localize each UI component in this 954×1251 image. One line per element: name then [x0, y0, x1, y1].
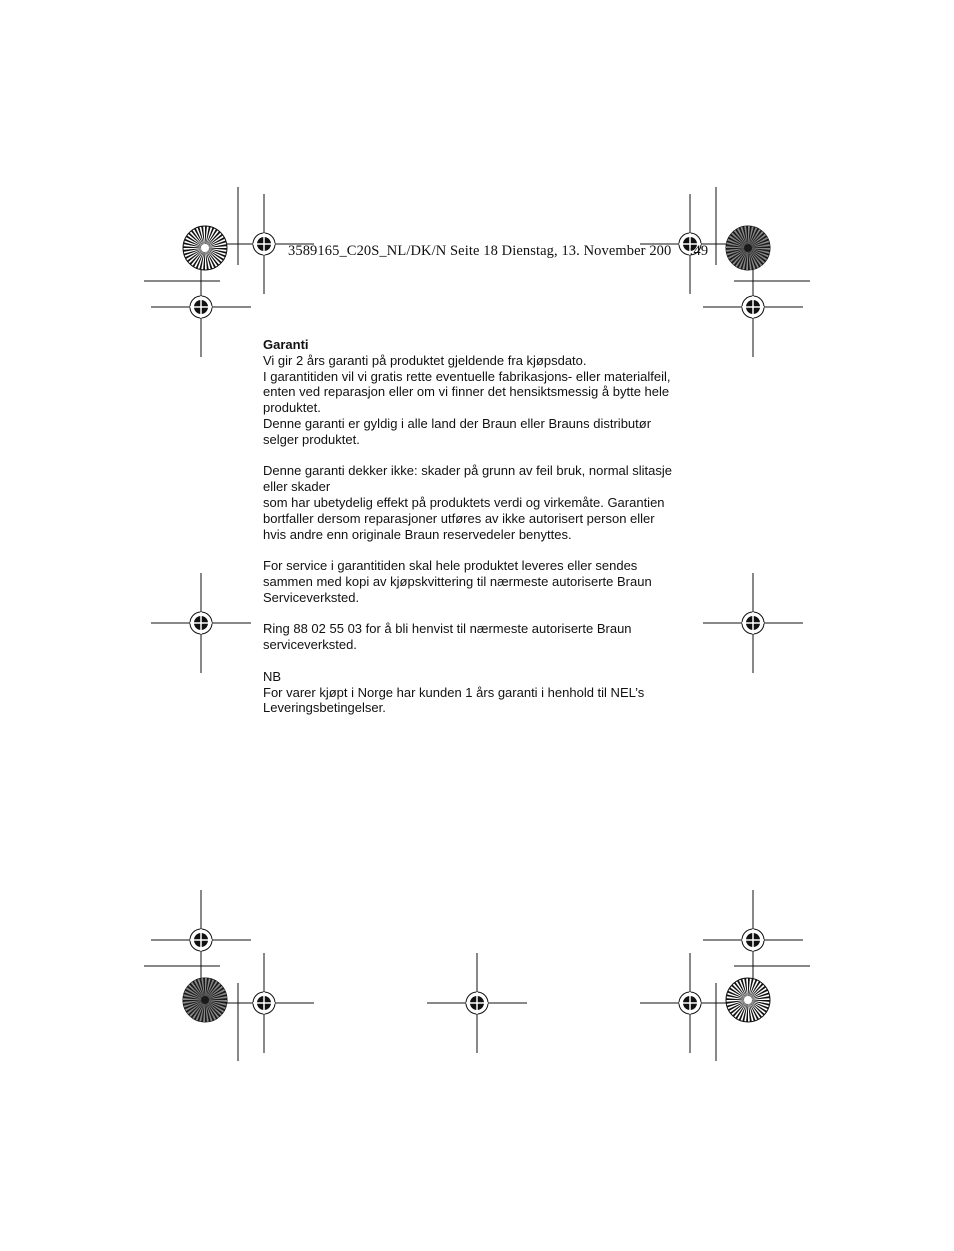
- registration-target: [427, 953, 527, 1053]
- body-line: [263, 653, 703, 669]
- warranty-body: [263, 353, 703, 716]
- registration-target: [151, 257, 251, 357]
- star-target: [726, 978, 770, 1022]
- body-line: NB: [263, 668, 282, 684]
- print-slug-header: [288, 243, 708, 260]
- body-line: Leveringsbetingelser.: [263, 700, 386, 716]
- section-title: Garanti: [263, 337, 309, 352]
- print-slug-text: 3589165_C20S_NL/DK/N Seite 18 Dienstag, 13. November 200: [288, 243, 672, 259]
- body-line: produktet.: [263, 400, 321, 416]
- body-line: For varer kjøpt i Norge har kunden 1 års garanti i henhold til NEL’s: [263, 684, 645, 700]
- body-line: bortfaller dersom reparasjoner utføres av ikke autorisert person eller: [263, 510, 655, 526]
- body-line: For service i garantitiden skal hele produktet leveres eller sendes: [263, 558, 638, 574]
- body-line: serviceverksted.: [263, 637, 357, 653]
- body-line: som har ubetydelig effekt på produktets verdi og virkemåte. Garantien: [263, 494, 665, 510]
- registration-target: [151, 573, 251, 673]
- print-slug-time: :49: [689, 243, 709, 259]
- registration-target: [640, 953, 740, 1053]
- body-line: [263, 606, 703, 622]
- star-target: [183, 226, 227, 270]
- star-target: [726, 226, 770, 270]
- body-line: selger produktet.: [263, 431, 360, 447]
- body-line: Denne garanti er gyldig i alle land der Braun eller Brauns distributør: [263, 415, 652, 431]
- body-line: enten ved reparasjon eller om vi finner det hensiktsmessig å bytte hele: [263, 384, 670, 400]
- body-line: Ring 88 02 55 03 for å bli henvist til nærmeste autoriserte Braun: [263, 621, 632, 637]
- body-line: eller skader: [263, 479, 331, 495]
- registration-target: [703, 890, 803, 990]
- warranty-section: [263, 337, 703, 716]
- body-line: sammen med kopi av kjøpskvittering til nærmeste autoriserte Braun: [263, 573, 652, 589]
- body-line: hvis andre enn originale Braun reservedeler benyttes.: [263, 526, 572, 542]
- registration-target: [703, 573, 803, 673]
- star-target: [183, 978, 227, 1022]
- body-line: I garantitiden vil vi gratis rette eventuelle fabrikasjons- eller materialfeil,: [263, 368, 671, 384]
- body-line: [263, 448, 703, 464]
- registration-target: [214, 953, 314, 1053]
- body-line: Serviceverksted.: [263, 589, 360, 605]
- body-line: [263, 542, 703, 558]
- body-line: Denne garanti dekker ikke: skader på grunn av feil bruk, normal slitasje: [263, 463, 672, 479]
- body-line: Vi gir 2 års garanti på produktet gjeldende fra kjøpsdato.: [263, 352, 587, 368]
- registration-target: [703, 257, 803, 357]
- registration-target: [151, 890, 251, 990]
